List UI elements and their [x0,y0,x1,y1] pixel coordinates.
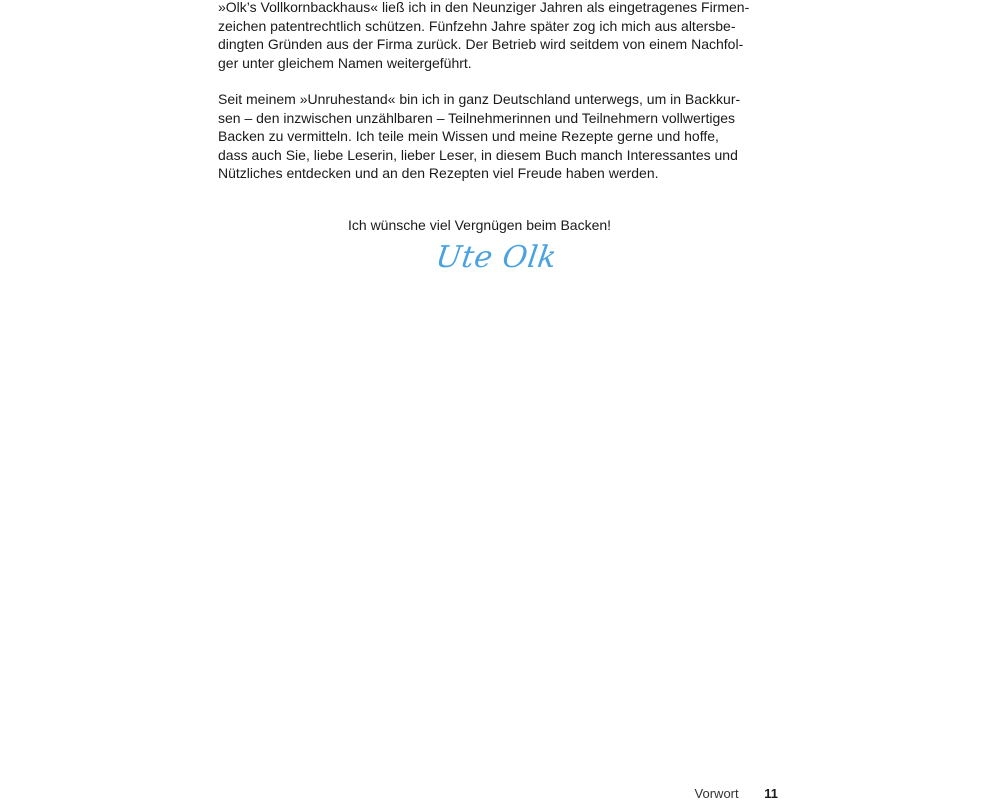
signature: Ute Olk [433,240,560,275]
text-line: ger unter gleichem Namen weitergeführt. [218,54,472,71]
text-line: Backen zu vermitteln. Ich teile mein Wissen und meine Rezepte gerne und hoffe, [218,128,719,144]
text-line: sen – den inzwischen unzählbaren – Teilnehmerinnen und Teilnehmern vollwertiges [218,109,736,126]
text-line: Nützliches entdecken und an den Rezepten viel Freude haben werden. [218,165,659,181]
text-line: zeichen patentrechtlich schützen. Fünfzehn Jahre später zog ich mich aus altersbe- [218,17,736,34]
footer-section-title: Vorwort [694,786,739,801]
text-line: dass auch Sie, liebe Leserin, lieber Leser, in diesem Buch manch Interessantes und [218,146,738,163]
text-line: »Olk’s Vollkornbackhaus« ließ ich in den Neunziger Jahren als eingetragenes Firmen- [218,0,750,15]
page-number: 11 [764,786,778,801]
text-line: Seit meinem »Unruhestand« bin ich in ganz Deutschland unterwegs, um in Backkur- [218,91,741,107]
paragraph-2 [218,90,780,183]
paragraph-1 [218,0,780,72]
text-line: dingten Gründen aus der Firma zurück. Der Betrieb wird seitdem von einem Nachfol- [218,36,744,52]
closing-line: Ich wünsche viel Vergnügen beim Backen! [348,217,612,233]
